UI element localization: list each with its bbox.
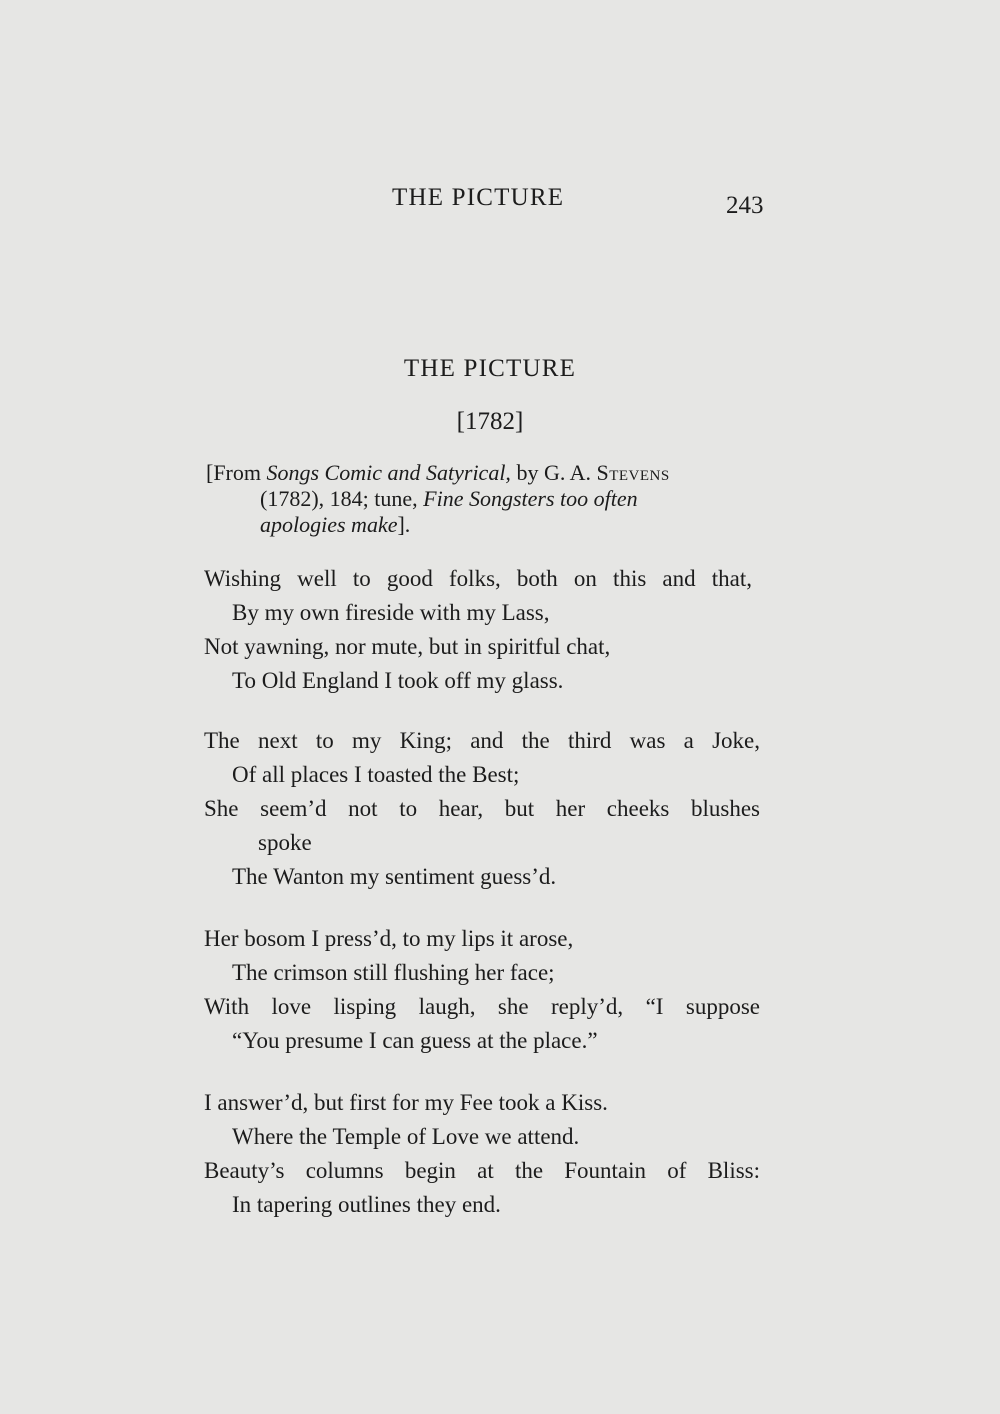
verse-line: Where the Temple of Love we attend.: [232, 1124, 580, 1149]
source-note-line-1: [206, 460, 766, 486]
verse-line: She seem’d not to hear, but her cheeks blushes: [204, 796, 760, 821]
stanza-3: [204, 922, 784, 1058]
verse-line: Wishing well to good folks, both on this and that,: [204, 566, 752, 591]
source-note-line-3: [206, 512, 766, 538]
source-book-title: Songs Comic and Satyrical,: [266, 460, 511, 485]
verse-line: The next to my King; and the third was a Joke,: [204, 728, 760, 753]
verse-line: The crimson still flushing her face;: [232, 960, 555, 985]
verse-line: With love lisping laugh, she reply’d, “I suppose: [204, 994, 760, 1019]
source-tune-part2: apologies make: [260, 512, 398, 537]
verse-line: I answer’d, but first for my Fee took a Kiss.: [204, 1090, 608, 1115]
source-prefix: [From: [206, 460, 267, 485]
source-tune-part1: Fine Songsters too often: [423, 486, 638, 511]
running-title: THE PICTURE: [392, 184, 565, 211]
verse-line: Of all places I toasted the Best;: [232, 762, 520, 787]
page-number: 243: [726, 192, 764, 219]
source-by: by G. A.: [510, 460, 597, 485]
verse-line: Beauty’s columns begin at the Fountain of Bliss:: [204, 1158, 760, 1183]
verse-line: To Old England I took off my glass.: [232, 668, 564, 693]
source-note-line-2: [206, 486, 766, 512]
verse-line: “You presume I can guess at the place.”: [232, 1028, 598, 1053]
poem-title: THE PICTURE: [403, 355, 577, 382]
source-author: Stevens: [596, 460, 670, 485]
source-note: [206, 460, 766, 538]
verse-line: Her bosom I press’d, to my lips it arose,: [204, 926, 574, 951]
stanza-4: [204, 1086, 784, 1222]
verse-line: Not yawning, nor mute, but in spiritful chat,: [204, 634, 611, 659]
stanza-2: [204, 724, 784, 894]
source-details: (1782), 184; tune,: [260, 486, 424, 511]
verse-line: By my own fireside with my Lass,: [232, 600, 550, 625]
verse-line: In tapering outlines they end.: [232, 1192, 501, 1217]
source-suffix: ].: [397, 512, 411, 537]
stanza-1: [204, 562, 784, 698]
verse-line: spoke: [258, 830, 312, 855]
poem-date: [1782]: [456, 408, 524, 435]
verse-line: The Wanton my sentiment guess’d.: [232, 864, 557, 889]
running-head: [0, 184, 1000, 224]
